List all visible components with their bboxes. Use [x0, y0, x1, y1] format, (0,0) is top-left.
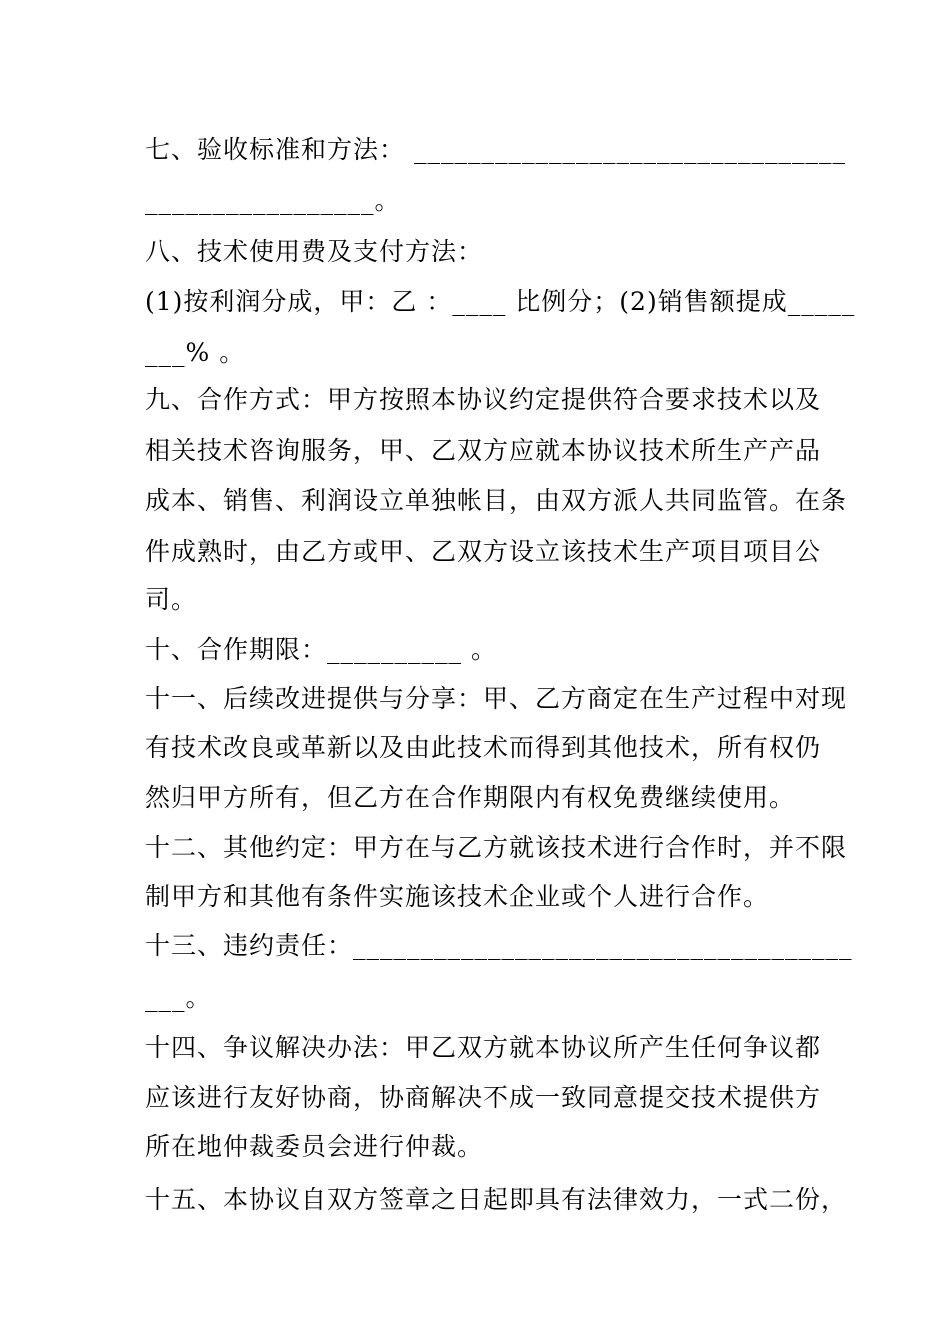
text-line: 制甲方和其他有条件实施该技术企业或个人进行合作。 [145, 882, 770, 911]
text-line: _________________。 [145, 186, 401, 215]
text-line: 十二、其他约定：甲方在与乙方就该技术进行合作时，并不限 [145, 833, 848, 862]
text-line: 司。 [145, 585, 198, 614]
text-line: (1)按利润分成，甲：乙 ：____ 比例分；(2)销售额提成_____ [145, 287, 856, 316]
text-line: 有技术改良或革新以及由此技术而得到其他技术，所有权仍 [145, 733, 822, 762]
text-line: 件成熟时，由乙方或甲、乙双方设立该技术生产项目项目公 [145, 537, 822, 566]
text-line: 十、合作期限：__________ 。 [145, 635, 497, 664]
text-line: ___。 [145, 983, 212, 1012]
text-line: 七、验收标准和方法： ________________________________ [145, 135, 846, 164]
text-line: 十三、违约责任：_____________________________________ [145, 931, 853, 960]
text-line: 十一、后续改进提供与分享：甲、乙方商定在生产过程中对现 [145, 684, 848, 713]
text-line: 应该进行友好协商，协商解决不成一致同意提交技术提供方 [145, 1083, 822, 1112]
text-line: 相关技术咨询服务，甲、乙双方应就本协议技术所生产产品 [145, 436, 822, 465]
text-line: 然归甲方所有，但乙方在合作期限内有权免费继续使用。 [145, 783, 796, 812]
text-line: 所在地仲裁委员会进行仲裁。 [145, 1132, 484, 1161]
text-line: 十五、本协议自双方签章之日起即具有法律效力，一式二份， [145, 1185, 848, 1214]
text-line: 成本、销售、利润设立单独帐目，由双方派人共同监管。在条 [145, 486, 848, 515]
text-line: 九、合作方式：甲方按照本协议约定提供符合要求技术以及 [145, 385, 822, 414]
text-line: 十四、争议解决办法：甲乙双方就本协议所产生任何争议都 [145, 1033, 822, 1062]
text-line: 八、技术使用费及支付方法： [145, 237, 484, 266]
text-line: ___% 。 [145, 338, 246, 367]
